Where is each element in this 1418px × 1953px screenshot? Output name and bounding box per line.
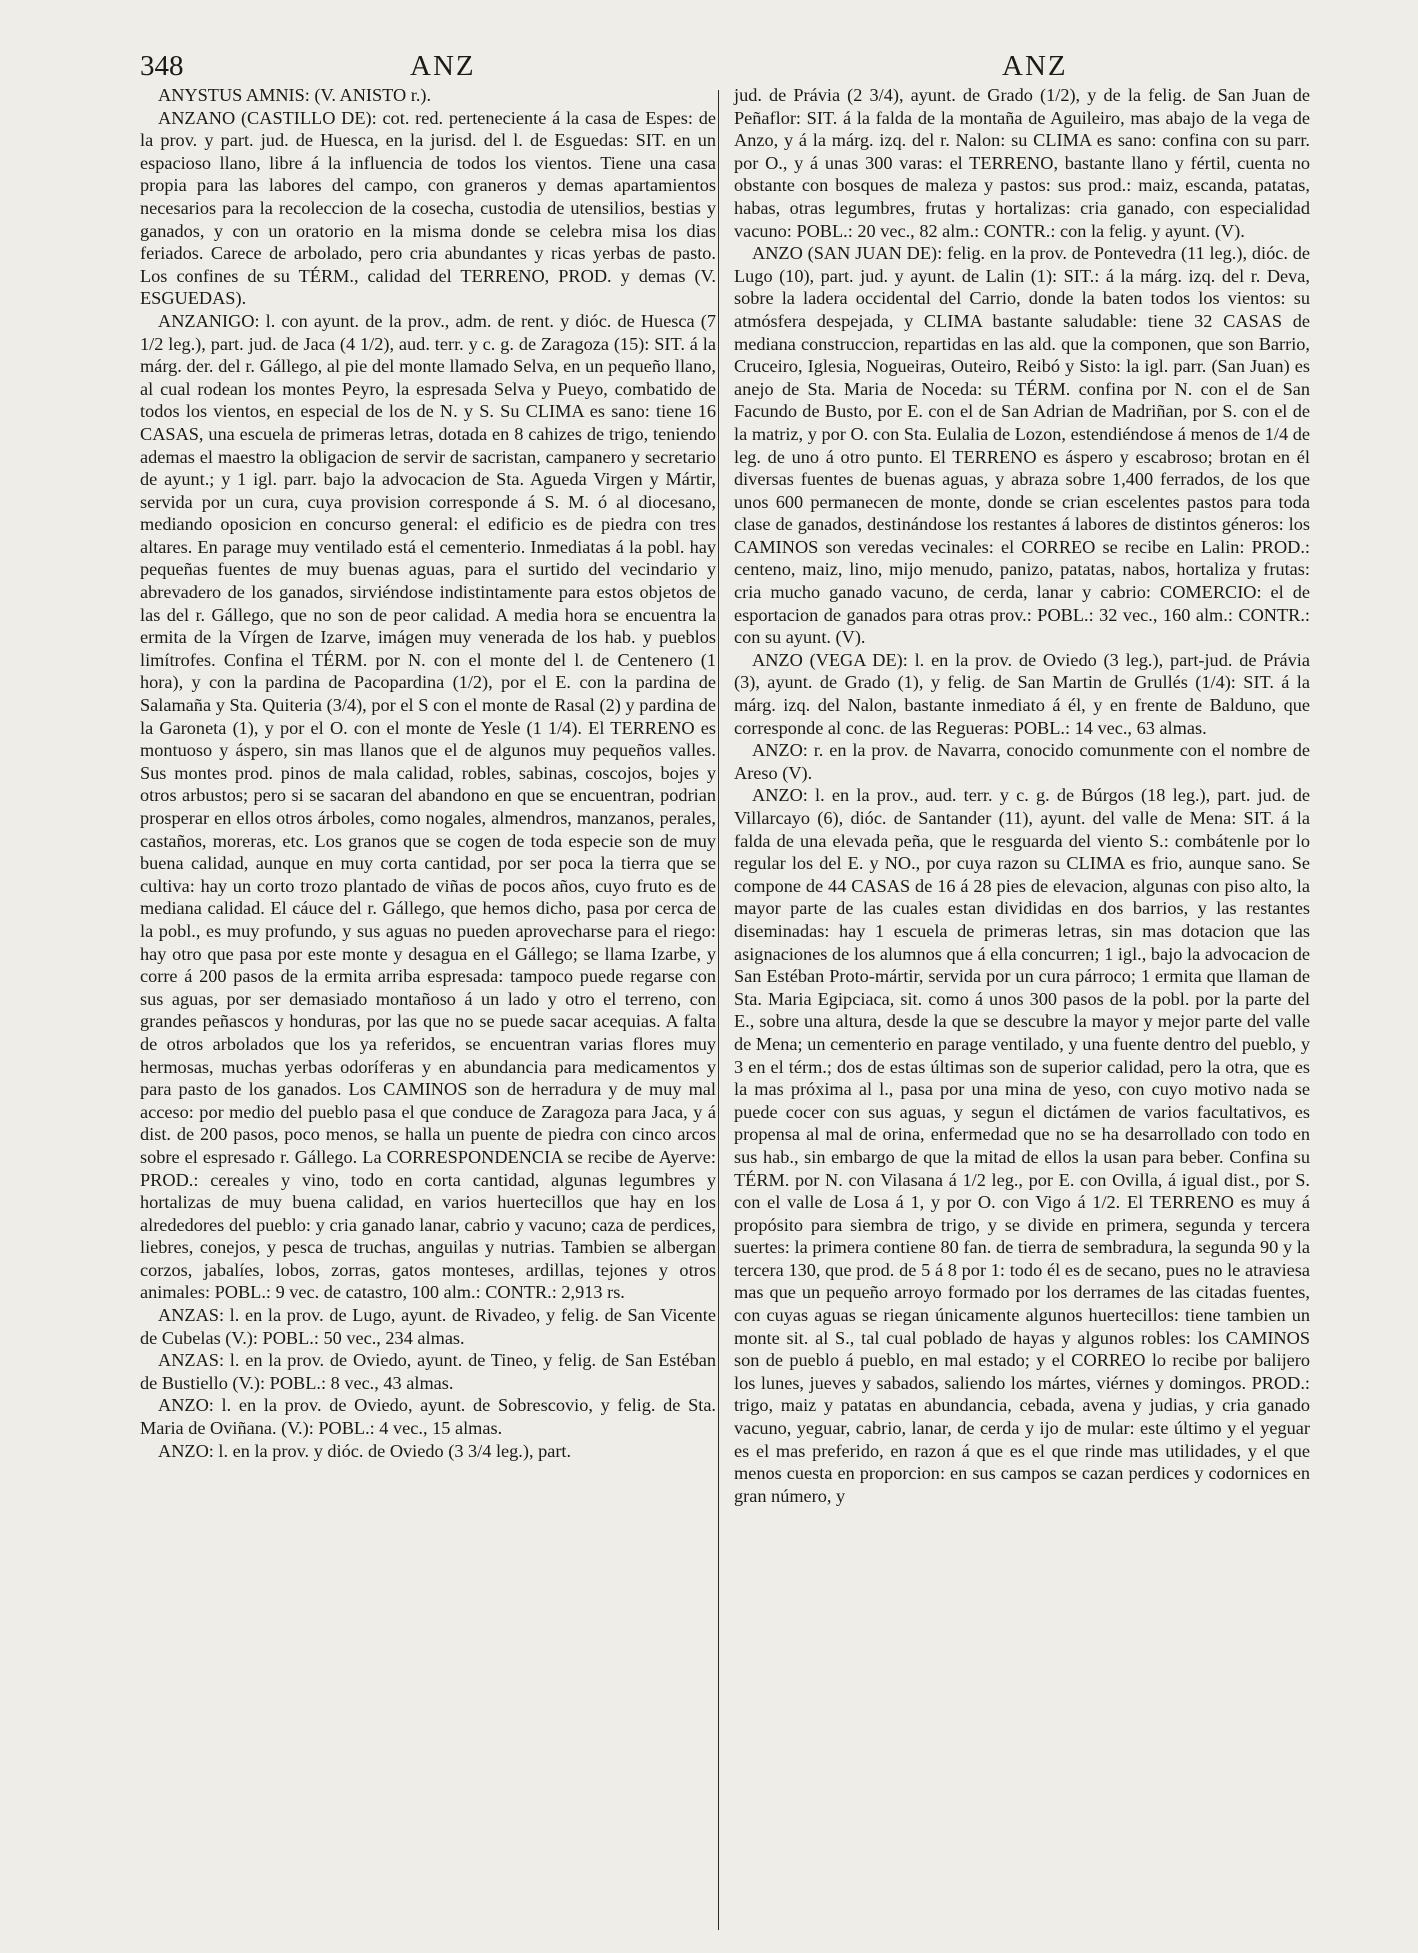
column-divider [718,90,719,1930]
entry-anzo-river-navarra: ANZO: r. en la prov. de Navarra, conocido comunmente con el nombre de Areso (V). [734,740,1310,783]
right-running-head: ANZ [1002,50,1068,82]
entry-anzo-oviedo-continued: jud. de Právia (2 3/4), ayunt. de Grado (1/2), y de la felig. de San Juan de Peñaflor: SIT. á la falda de la montaña de Aguileiro, mas abajo de la vega de Anzo, y á la márg. izq. del r. Nalon: su CLIMA es sano: confina con su parr. por O., y á unas 300 varas: el TERRENO, bastante llano y fértil, cuenta no obstante con bosques de maleza y pastos: sus prod.: maiz, escanda, patatas, habas, otras legumbres, frutas y hortalizas: cria ganado, con especialidad vacuno: POBL.: 20 vec., 82 alm.: CONTR.: con la felig. y ayunt. (V). [734,85,1310,241]
right-column [734,84,1310,1507]
entry-anzano: ANZANO (CASTILLO DE): cot. red. perteneciente á la casa de Espes: de la prov. y part. jud. de Huesca, en la jurisd. del l. de Esguedas: SIT. en un espacioso llano, libre á la influencia de todos los vientos. Tiene una casa propia para las labores del campo, con graneros y demas apartamientos necesarios para la recoleccion de la cosecha, custodia de utensilios, bestias y ganados, y con un oratorio en la misma donde se celebra misa los dias feriados. Carece de arbolado, pero cria abundantes y ricas yerbas de pasto. Los confines de su TÉRM., calidad del TERRENO, PROD. y demas (V. ESGUEDAS). [140,107,716,309]
left-running-head: ANZ [410,50,476,82]
entry-anzo-oviedo: ANZO: l. en la prov. y dióc. de Oviedo (3 3/4 leg.), part. [158,1440,572,1461]
entry-anzas-oviedo: ANZAS: l. en la prov. de Oviedo, ayunt. de Tineo, y felig. de San Estéban de Bustiello (V.): POBL.: 8 vec., 43 almas. [140,1350,716,1393]
entry-anzo-san-juan-de: ANZO (SAN JUAN DE): felig. en la prov. de Pontevedra (11 leg.), dióc. de Lugo (10), part. jud. y ayunt. de Lalin (1): SIT.: á la márg. izq. del r. Deva, sobre la ladera occidental del Carrio, donde la baten todos los vientos: su atmósfera despejada, y CLIMA bastante saludable: tiene 32 CASAS de mediana construccion, repartidas en las ald. que la componen, que son Barrio, Cruceiro, Iglesia, Nogueiras, Outeiro, Reibó y Sisto: la igl. parr. (San Juan) es anejo de Sta. Maria de Noceda: su TÉRM. confina por N. con el de San Facundo de Busto, por E. con el de San Adrian de Madriñan, por S. con el de la matriz, y por O. con Sta. Eulalia de Lozon, estendiéndose á menos de 1/4 de leg. de uno á otro punto. El TERRENO es áspero y escabroso; brotan en él diversas fuentes de buenas aguas, y abraza sobre 1,400 ferrados, de los que unos 600 permanecen de monte, donde se crian escelentes pastos para toda clase de ganados, destinándose los restantes á labores de distintos géneros: los CAMINOS son veredas vecinales: el CORREO se recibe en Lalin: PROD.: centeno, maiz, lino, mijo menudo, panizo, patatas, nabos, hortaliza y frutas: cria mucho ganado vacuno, de cerda, lanar y cabrio: COMERCIO: el de esportacion de ganados para otras prov.: POBL.: 32 vec., 160 alm.: CONTR.: con su ayunt. (V). [734,243,1310,648]
entry-anzo-sobrescovio: ANZO: l. en la prov. de Oviedo, ayunt. de Sobrescovio, y felig. de Sta. Maria de Oviñana. (V.): POBL.: 4 vec., 15 almas. [140,1395,716,1439]
entry-anzo-burgos: ANZO: l. en la prov., aud. terr. y c. g. de Búrgos (18 leg.), part. jud. de Villarcayo (6), dióc. de Santander (11), ayunt. del valle de Mena: SIT. á la falda de una elevada peña, que le resguarda del viento S.: combátenle por lo regular los del E. y NO., por cuya razon su CLIMA es frio, aunque sano. Se compone de 44 CASAS de 16 á 28 pies de elevacion, algunas con piso alto, la mayor parte de las cuales estan divididas en dos barrios, y las restantes diseminadas: hay 1 escuela de primeras letras, sin mas dotacion que las asignaciones de los alumnos que á ella concurren; 1 igl., bajo la advocacion de San Estéban Proto-mártir, servida por un cura párroco; 1 ermita que llaman de Sta. Maria Egipciaca, sit. como á unos 300 pasos de la pobl. por la parte del E., sobre una altura, desde la que se descubre la mayor y mejor parte del valle de Mena; un cementerio en parage ventilado, y una fuente dentro del pueblo, y 3 en el térm.; dos de estas últimas son de superior calidad, pero la otra, que es la mas próxima al l., pasa por una mina de yeso, con cuyo motivo nada se puede cocer con sus aguas, y segun el dictámen de varios facultativos, es propensa al mal de orina, enfermedad que no se ha desarrollado con todo en sus hab., sin embargo de que la mitad de ellos la usan para beber. Confina su TÉRM. por N. con Vilasana á 1/2 leg., por E. con Ovilla, á igual dist., por S. con el valle de Losa á 1, y por O. con Vigo á 1/2. El TERRENO es muy á propósito para siembra de trigo, y se divide en primera, segunda y tercera suertes: la primera contiene 80 fan. de tierra de sembradura, la segunda 90 y la tercera 130, que prod. de 5 á 8 por 1: todo él es de secano, pues no le atraviesa mas que un pequeño arroyo formado por los derrames de las citadas fuentes, con cuyas aguas se riegan únicamente algunos huertecillos: tiene tambien un monte sit. al S., tal cual poblado de hayas y algunos robles: los CAMINOS son de pueblo á pueblo, en mal estado; y el CORREO lo recibe por balijero los lunes, jueves y sabados, saliendo los mártes, viérnes y domingos. PROD.: trigo, maiz y patatas en abundancia, cebada, avena y judias, y cria ganado vacuno, yeguar, cabrio, lanar, de cerda y ijo de mular: este último y el yeguar es el mas preferido, en razon á que es el que rinde mas utilidades, y el que menos cuesta en proporcion: en sus campos se cazan perdices y codornices en gran número, y [734,785,1310,1506]
entry-anzo-vega-de: ANZO (VEGA DE): l. en la prov. de Oviedo (3 leg.), part-jud. de Právia (3), ayunt. de Grado (1), y felig. de San Martin de Grullés (1/4): SIT. á la márg. izq. del Nalon, bastante inmediato á él, y en frente de Balduno, que corresponde al conc. de las Regueras: POBL.: 14 vec., 63 almas. [734,649,1310,738]
left-column [140,84,716,1462]
entry-anzas-lugo: ANZAS: l. en la prov. de Lugo, ayunt. de Rivadeo, y felig. de San Vicente de Cubelas (V.): POBL.: 50 vec., 234 almas. [140,1305,716,1348]
entry-anzanigo: ANZANIGO: l. con ayunt. de la prov., adm. de rent. y dióc. de Huesca (7 1/2 leg.), part. jud. de Jaca (4 1/2), aud. terr. y c. g. de Zaragoza (15): SIT. á la márg. der. del r. Gállego, al pie del monte llamado Selva, en un pequeño llano, al cual rodean los montes Peyro, la espresada Selva y Pueyo, combatido de todos los vientos, en especial de los de N. y S. Su CLIMA es sano: tiene 16 CASAS, una escuela de primeras letras, dotada en 8 cahizes de trigo, teniendo ademas el maestro la obligacion de servir de sacristan, campanero y secretario de ayunt.; y 1 igl. parr. bajo la advocacion de Sta. Agueda Virgen y Mártir, servida por un cura, cuya provision corresponde á S. M. ó al diocesano, mediando oposicion en concurso general: el edificio es de piedra con tres altares. En parage muy ventilado está el cementerio. Inmediatas á la pobl. hay pequeñas fuentes de muy buenas aguas, para el surtido del vecindario y abrevadero de los ganados, sirviéndose indistintamente para estos objetos de las del r. Gállego, que no son de peor calidad. A media hora se encuentra la ermita de la Vírgen de Izarve, imágen muy venerada de los hab. y pueblos limítrofes. Confina el TÉRM. por N. con el monte del l. de Centenero (1 hora), y con la pardina de Pacopardina (1/2), por el E. con la pardina de Salamaña y Sta. Quiteria (3/4), por el S con el monte de Rasal (2) y pardina de la Garoneta (1), y por el O. con el monte de Yesle (1 1/4). El TERRENO es montuoso y áspero, sin mas llanos que el de algunos muy pequeños valles. Sus montes prod. pinos de mala calidad, robles, sabinas, coscojos, bojes y otros arbustos; pero si se sacaran del abandono en que se encuentran, podrian prosperar en ellos otros árboles, como nogales, almendros, manzanos, perales, castaños, moreras, etc. Los granos que se cogen de toda especie son de muy buena calidad, aunque en muy corta cantidad, por ser poca la tierra que se cultiva: hay un corto trozo plantado de viñas de pocos años, cuyo fruto es de mediana calidad. El cáuce del r. Gállego, que hemos dicho, pasa por cerca de la pobl., es muy profundo, y sus aguas no pueden aprovecharse para el riego: hay otro que pasa por este monte y desagua en el Gállego; se llama Izarbe, y corre á 200 pasos de la ermita arriba espresada: tampoco puede regarse con sus aguas, por ser demasiado montañoso á un lado y otro el terreno, con grandes peñascos y honduras, por las que no se puede sacar acequias. A falta de otros arbolados que los ya referidos, se encuentran varias flores muy hermosas, muchas yerbas odoríferas y en abundancia para medicamentos y para pasto de los ganados. Los CAMINOS son de herradura y de muy mal acceso: por medio del pueblo pasa el que conduce de Zaragoza para Jaca, y á dist. de 200 pasos, poco menos, se halla un puente de piedra con cinco arcos sobre el espresado r. Gállego. La CORRESPONDENCIA se recibe de Ayerve: PROD.: cereales y vino, todo en corta cantidad, algunas legumbres y hortalizas de muy buena calidad, en varios huertecillos que hay en los alrededores del pueblo: y cria ganado lanar, cabrio y vacuno; caza de perdices, liebres, conejos, y pesca de truchas, anguilas y nutrias. Tambien se albergan corzos, jabalíes, lobos, zorras, gatos monteses, ardillas, tejones y otros animales: POBL.: 9 vec. de catastro, 100 alm.: CONTR.: 2,913 rs. [140,310,716,1303]
entry-anystus-amnis: ANYSTUS AMNIS: (V. ANISTO r.). [158,85,432,105]
page-number: 348 [140,50,184,82]
